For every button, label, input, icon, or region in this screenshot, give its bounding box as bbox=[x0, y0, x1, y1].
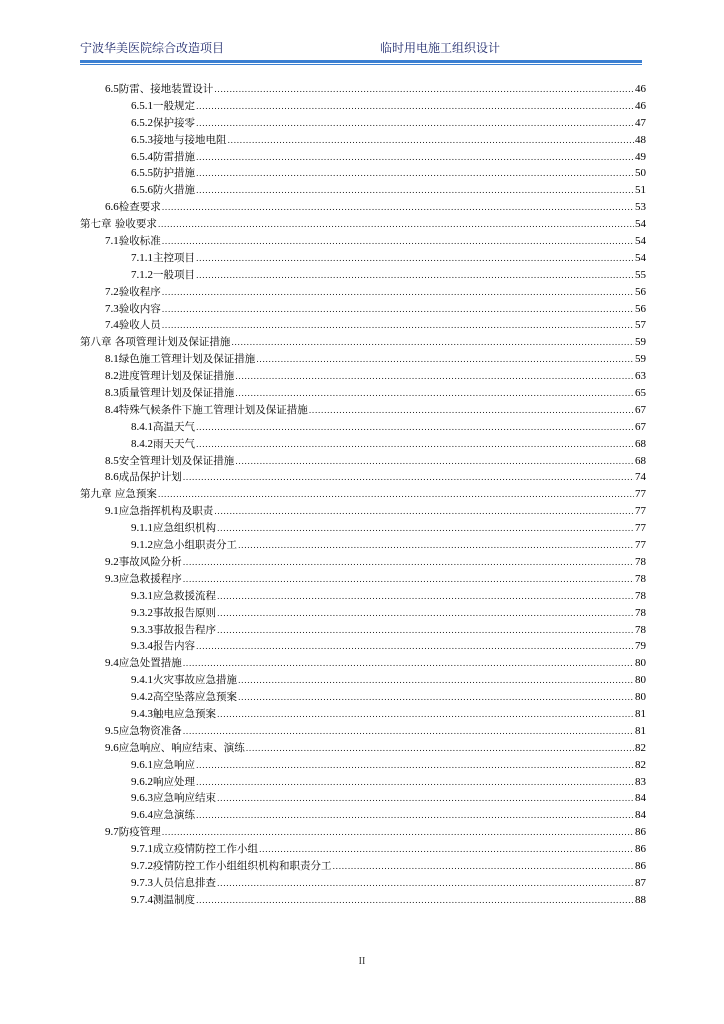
toc-entry-page: 48 bbox=[635, 133, 646, 146]
toc-entry[interactable] bbox=[80, 301, 646, 318]
toc-entry-title: 第八章 各项管理计划及保证措施 bbox=[80, 336, 231, 349]
toc-entry-number: 8.3 bbox=[105, 387, 119, 400]
toc-entry-title: 触电应急预案 bbox=[153, 707, 216, 720]
toc-entry-number: 9.2 bbox=[105, 555, 119, 568]
toc-entry[interactable] bbox=[80, 588, 646, 605]
toc-entry-page: 67 bbox=[635, 403, 646, 416]
toc-entry[interactable] bbox=[80, 807, 646, 824]
toc-entry-page: 80 bbox=[635, 674, 646, 687]
toc-entry[interactable] bbox=[80, 81, 646, 98]
toc-entry-title: 疫情防控工作小组组织机构和职责分工 bbox=[153, 859, 332, 872]
toc-entry-number: 9.6.3 bbox=[131, 792, 153, 805]
toc-entry-title: 验收标准 bbox=[118, 235, 161, 248]
toc-entry[interactable] bbox=[80, 537, 646, 554]
toc-entry[interactable] bbox=[80, 149, 646, 166]
toc-entry-title: 应急指挥机构及职责 bbox=[118, 505, 214, 518]
toc-dot-leader bbox=[183, 555, 634, 572]
toc-dot-leader bbox=[217, 791, 634, 808]
toc-entry-page: 59 bbox=[635, 353, 646, 366]
toc-entry-page: 78 bbox=[635, 555, 646, 568]
toc-entry[interactable] bbox=[80, 469, 646, 486]
toc-entry-title: 应急响应、响应结束、演练 bbox=[118, 741, 245, 754]
toc-entry-number: 7.4 bbox=[105, 319, 119, 332]
toc-entry-number: 9.7.2 bbox=[131, 859, 153, 872]
toc-dot-leader bbox=[196, 420, 634, 437]
toc-entry-title: 一般规定 bbox=[153, 99, 195, 112]
toc-dot-leader bbox=[196, 166, 634, 183]
toc-dot-leader bbox=[217, 876, 634, 893]
toc-entry-number: 9.7.1 bbox=[131, 843, 153, 856]
toc-dot-leader bbox=[158, 217, 634, 234]
toc-entry-page: 79 bbox=[635, 640, 646, 653]
toc-entry-number: 9.1.1 bbox=[131, 522, 153, 535]
toc-entry-title: 保护接零 bbox=[153, 116, 195, 129]
header-rule-thin bbox=[80, 64, 642, 65]
toc-entry-title: 特殊气候条件下施工管理计划及保证措施 bbox=[118, 403, 308, 416]
toc-entry-number: 7.1.2 bbox=[131, 268, 153, 281]
toc-entry-number: 9.3.1 bbox=[131, 589, 153, 602]
toc-dot-leader bbox=[196, 251, 634, 268]
toc-entry-page: 54 bbox=[635, 235, 646, 248]
toc-entry-number: 7.3 bbox=[105, 302, 119, 315]
toc-entry-page: 78 bbox=[635, 589, 646, 602]
toc-dot-leader bbox=[235, 454, 634, 471]
toc-entry-number: 6.5.4 bbox=[131, 150, 153, 163]
toc-entry-title: 验收程序 bbox=[118, 285, 161, 298]
toc-entry[interactable] bbox=[80, 706, 646, 723]
toc-entry[interactable] bbox=[80, 672, 646, 689]
toc-entry-page: 81 bbox=[635, 724, 646, 737]
toc-entry-number: 6.5.3 bbox=[131, 133, 153, 146]
toc-entry-number: 9.4 bbox=[105, 657, 119, 670]
toc-dot-leader bbox=[196, 150, 634, 167]
toc-entry-number: 6.5.2 bbox=[131, 116, 153, 129]
toc-entry[interactable] bbox=[80, 284, 646, 301]
toc-entry-title: 应急演练 bbox=[153, 809, 195, 822]
toc-entry[interactable] bbox=[80, 824, 646, 841]
toc-entry[interactable] bbox=[80, 605, 646, 622]
header-rule-thick bbox=[80, 60, 642, 63]
toc-entry-number: 9.7 bbox=[105, 826, 119, 839]
toc-entry-title: 成立疫情防控工作小组 bbox=[153, 843, 258, 856]
toc-entry-number: 9.4.1 bbox=[131, 674, 153, 687]
toc-entry-number: 6.5.6 bbox=[131, 184, 153, 197]
toc-entry-title: 绿色施工管理计划及保证措施 bbox=[118, 353, 256, 366]
toc-entry-title: 响应处理 bbox=[153, 775, 195, 788]
toc-entry[interactable] bbox=[80, 132, 646, 149]
toc-entry-title: 第七章 验收要求 bbox=[80, 218, 157, 231]
toc-entry-number: 8.5 bbox=[105, 454, 119, 467]
toc-dot-leader bbox=[333, 859, 635, 876]
toc-entry-page: 84 bbox=[635, 792, 646, 805]
table-of-contents bbox=[80, 81, 646, 909]
toc-entry-page: 80 bbox=[635, 691, 646, 704]
toc-dot-leader bbox=[217, 707, 634, 724]
toc-entry-title: 报告内容 bbox=[153, 640, 195, 653]
toc-entry-number: 9.3 bbox=[105, 572, 119, 585]
toc-dot-leader bbox=[228, 133, 635, 150]
toc-dot-leader bbox=[214, 82, 634, 99]
toc-entry[interactable] bbox=[80, 436, 646, 453]
toc-entry-page: 56 bbox=[635, 285, 646, 298]
toc-entry-page: 49 bbox=[635, 150, 646, 163]
toc-entry-number: 8.1 bbox=[105, 353, 119, 366]
toc-entry-title: 验收人员 bbox=[118, 319, 161, 332]
toc-entry-page: 54 bbox=[635, 218, 646, 231]
toc-entry[interactable] bbox=[80, 402, 646, 419]
toc-dot-leader bbox=[231, 335, 634, 352]
toc-entry-number: 9.6.1 bbox=[131, 758, 153, 771]
toc-entry-page: 46 bbox=[635, 83, 646, 95]
document-title: 临时用电施工组织设计 bbox=[380, 41, 501, 55]
toc-entry-title: 应急响应 bbox=[153, 758, 195, 771]
page-number: II bbox=[358, 956, 366, 967]
toc-entry-page: 81 bbox=[635, 707, 646, 720]
toc-entry[interactable] bbox=[80, 199, 646, 216]
toc-entry-title: 验收内容 bbox=[118, 302, 161, 315]
toc-entry-page: 86 bbox=[635, 843, 646, 856]
toc-entry-title: 安全管理计划及保证措施 bbox=[118, 454, 235, 467]
toc-entry-number: 7.1.1 bbox=[131, 251, 153, 264]
toc-entry[interactable] bbox=[80, 267, 646, 284]
toc-dot-leader bbox=[235, 386, 634, 403]
toc-entry[interactable] bbox=[80, 453, 646, 470]
toc-entry-page: 87 bbox=[635, 876, 646, 889]
toc-entry-page: 46 bbox=[635, 99, 646, 112]
toc-dot-leader bbox=[238, 690, 634, 707]
toc-entry[interactable] bbox=[80, 774, 646, 791]
toc-entry-title: 检查要求 bbox=[118, 201, 161, 214]
toc-dot-leader bbox=[238, 538, 634, 555]
toc-entry-title: 进度管理计划及保证措施 bbox=[118, 370, 235, 383]
toc-entry-page: 68 bbox=[635, 454, 646, 467]
toc-entry-title: 事故风险分析 bbox=[118, 555, 182, 568]
toc-entry[interactable] bbox=[80, 858, 646, 875]
toc-entry-title: 应急组织机构 bbox=[153, 522, 216, 535]
toc-entry-page: 84 bbox=[635, 809, 646, 822]
toc-entry[interactable] bbox=[80, 182, 646, 199]
toc-entry[interactable] bbox=[80, 165, 646, 182]
toc-entry-title: 防雷措施 bbox=[153, 150, 195, 163]
toc-entry-page: 68 bbox=[635, 437, 646, 450]
toc-entry-number: 9.7.4 bbox=[131, 893, 153, 906]
toc-entry-page: 86 bbox=[635, 859, 646, 872]
toc-entry-title: 接地与接地电阻 bbox=[153, 133, 227, 146]
toc-entry-page: 56 bbox=[635, 302, 646, 315]
toc-entry-number: 6.5.1 bbox=[131, 99, 153, 112]
toc-entry-number: 6.6 bbox=[105, 201, 119, 214]
toc-dot-leader bbox=[196, 758, 634, 775]
toc-entry-number: 9.3.4 bbox=[131, 640, 153, 653]
toc-entry[interactable] bbox=[80, 233, 646, 250]
toc-entry-page: 55 bbox=[635, 268, 646, 281]
toc-entry[interactable] bbox=[80, 655, 646, 672]
toc-dot-leader bbox=[196, 893, 634, 910]
toc-entry-page: 50 bbox=[635, 167, 646, 180]
toc-entry-number: 8.2 bbox=[105, 370, 119, 383]
toc-entry[interactable] bbox=[80, 723, 646, 740]
toc-entry-number: 7.1 bbox=[105, 235, 119, 248]
toc-entry-page: 83 bbox=[635, 775, 646, 788]
toc-entry-number: 9.3.3 bbox=[131, 623, 153, 636]
toc-entry-number: 9.5 bbox=[105, 724, 119, 737]
toc-dot-leader bbox=[162, 302, 634, 319]
toc-entry-page: 78 bbox=[635, 623, 646, 636]
toc-entry[interactable] bbox=[80, 317, 646, 334]
toc-dot-leader bbox=[217, 521, 634, 538]
toc-dot-leader bbox=[196, 99, 634, 116]
toc-entry-title: 事故报告程序 bbox=[153, 623, 216, 636]
toc-entry-title: 成品保护计划 bbox=[118, 471, 182, 484]
toc-entry[interactable] bbox=[80, 875, 646, 892]
toc-entry[interactable] bbox=[80, 486, 646, 503]
toc-entry-page: 74 bbox=[635, 471, 646, 484]
toc-entry[interactable] bbox=[80, 351, 646, 368]
toc-entry-number: 9.6 bbox=[105, 741, 119, 754]
toc-entry-number: 8.4.1 bbox=[131, 420, 153, 433]
toc-entry-page: 53 bbox=[635, 201, 646, 214]
toc-entry-title: 人员信息排查 bbox=[153, 876, 216, 889]
toc-dot-leader bbox=[196, 183, 634, 200]
toc-entry-title: 测温制度 bbox=[153, 893, 195, 906]
toc-entry-title: 应急响应结束 bbox=[153, 792, 216, 805]
toc-dot-leader bbox=[196, 268, 634, 285]
toc-entry-number: 9.1.2 bbox=[131, 539, 153, 552]
toc-entry-title: 质量管理计划及保证措施 bbox=[118, 387, 235, 400]
toc-entry[interactable] bbox=[80, 689, 646, 706]
toc-entry-title: 应急救援程序 bbox=[118, 572, 182, 585]
toc-dot-leader bbox=[183, 572, 634, 589]
toc-entry-title: 防护措施 bbox=[153, 167, 195, 180]
toc-dot-leader bbox=[196, 639, 634, 656]
toc-entry-number: 9.4.3 bbox=[131, 707, 153, 720]
toc-dot-leader bbox=[246, 741, 634, 758]
toc-dot-leader bbox=[162, 825, 634, 842]
toc-entry-title: 应急处置措施 bbox=[118, 657, 182, 670]
toc-dot-leader bbox=[259, 842, 634, 859]
toc-entry-page: 63 bbox=[635, 370, 646, 383]
toc-entry-title: 防疫管理 bbox=[118, 826, 161, 839]
toc-entry-number: 8.4 bbox=[105, 403, 119, 416]
toc-entry-title: 高空坠落应急预案 bbox=[153, 691, 237, 704]
toc-entry-number: 9.7.3 bbox=[131, 876, 153, 889]
toc-entry-title: 防雷、接地装置设计 bbox=[118, 83, 214, 95]
toc-dot-leader bbox=[183, 656, 634, 673]
toc-entry-page: 77 bbox=[635, 539, 646, 552]
toc-entry[interactable] bbox=[80, 790, 646, 807]
toc-dot-leader bbox=[309, 403, 634, 420]
toc-entry[interactable] bbox=[80, 757, 646, 774]
toc-entry-title: 火灾事故应急措施 bbox=[153, 674, 237, 687]
toc-entry[interactable] bbox=[80, 115, 646, 132]
toc-entry-page: 82 bbox=[635, 741, 646, 754]
toc-entry-page: 77 bbox=[635, 505, 646, 518]
toc-dot-leader bbox=[196, 775, 634, 792]
toc-entry-number: 9.4.2 bbox=[131, 691, 153, 704]
toc-entry-number: 6.5 bbox=[105, 83, 119, 95]
toc-entry[interactable] bbox=[80, 503, 646, 520]
toc-entry-number: 8.4.2 bbox=[131, 437, 153, 450]
toc-entry-page: 77 bbox=[635, 488, 646, 501]
toc-entry-number: 9.6.4 bbox=[131, 809, 153, 822]
toc-entry[interactable] bbox=[80, 334, 646, 351]
toc-entry-page: 80 bbox=[635, 657, 646, 670]
toc-dot-leader bbox=[162, 234, 634, 251]
toc-entry[interactable] bbox=[80, 554, 646, 571]
toc-dot-leader bbox=[162, 318, 634, 335]
toc-entry[interactable] bbox=[80, 740, 646, 757]
toc-entry-number: 9.1 bbox=[105, 505, 119, 518]
toc-entry-title: 应急救援流程 bbox=[153, 589, 216, 602]
toc-entry-page: 77 bbox=[635, 522, 646, 535]
toc-entry-title: 高温天气 bbox=[153, 420, 195, 433]
toc-dot-leader bbox=[162, 285, 634, 302]
toc-entry[interactable] bbox=[80, 368, 646, 385]
toc-entry[interactable] bbox=[80, 841, 646, 858]
toc-entry[interactable] bbox=[80, 216, 646, 233]
toc-entry-number: 9.6.2 bbox=[131, 775, 153, 788]
toc-entry-page: 78 bbox=[635, 606, 646, 619]
toc-entry-number: 6.5.5 bbox=[131, 167, 153, 180]
toc-dot-leader bbox=[217, 623, 634, 640]
toc-entry-title: 防火措施 bbox=[153, 184, 195, 197]
toc-entry-page: 88 bbox=[635, 893, 646, 906]
toc-dot-leader bbox=[183, 470, 634, 487]
toc-dot-leader bbox=[238, 673, 634, 690]
toc-dot-leader bbox=[196, 437, 634, 454]
toc-entry[interactable] bbox=[80, 571, 646, 588]
toc-dot-leader bbox=[196, 808, 634, 825]
toc-entry-number: 8.6 bbox=[105, 471, 119, 484]
toc-entry-page: 82 bbox=[635, 758, 646, 771]
toc-entry-title: 应急物资准备 bbox=[118, 724, 182, 737]
toc-dot-leader bbox=[217, 606, 634, 623]
project-name: 宁波华美医院综合改造项目 bbox=[80, 41, 225, 55]
toc-entry[interactable] bbox=[80, 98, 646, 115]
toc-dot-leader bbox=[158, 487, 634, 504]
page-header bbox=[80, 40, 642, 60]
toc-dot-leader bbox=[235, 369, 634, 386]
toc-entry-number: 7.2 bbox=[105, 285, 119, 298]
toc-entry[interactable] bbox=[80, 892, 646, 909]
toc-entry-title: 雨天天气 bbox=[153, 437, 195, 450]
toc-entry-page: 47 bbox=[635, 116, 646, 129]
toc-dot-leader bbox=[256, 352, 634, 369]
toc-entry[interactable] bbox=[80, 520, 646, 537]
toc-entry[interactable] bbox=[80, 622, 646, 639]
toc-entry[interactable] bbox=[80, 250, 646, 267]
toc-entry-title: 一般项目 bbox=[153, 268, 195, 281]
toc-entry-title: 主控项目 bbox=[153, 251, 195, 264]
toc-dot-leader bbox=[214, 504, 634, 521]
toc-entry-page: 86 bbox=[635, 826, 646, 839]
toc-entry[interactable] bbox=[80, 419, 646, 436]
toc-entry[interactable] bbox=[80, 385, 646, 402]
toc-entry-title: 事故报告原则 bbox=[153, 606, 216, 619]
toc-entry-title: 第九章 应急预案 bbox=[80, 488, 157, 501]
toc-entry-page: 78 bbox=[635, 572, 646, 585]
toc-entry-page: 51 bbox=[635, 184, 646, 197]
toc-entry[interactable] bbox=[80, 638, 646, 655]
toc-entry-page: 67 bbox=[635, 420, 646, 433]
toc-entry-page: 59 bbox=[635, 336, 646, 349]
toc-entry-page: 54 bbox=[635, 251, 646, 264]
toc-dot-leader bbox=[196, 116, 634, 133]
toc-entry-title: 应急小组职责分工 bbox=[153, 539, 237, 552]
toc-entry-page: 65 bbox=[635, 387, 646, 400]
toc-entry-number: 9.3.2 bbox=[131, 606, 153, 619]
toc-entry-page: 57 bbox=[635, 319, 646, 332]
toc-dot-leader bbox=[217, 589, 634, 606]
toc-dot-leader bbox=[162, 200, 634, 217]
toc-dot-leader bbox=[183, 724, 634, 741]
